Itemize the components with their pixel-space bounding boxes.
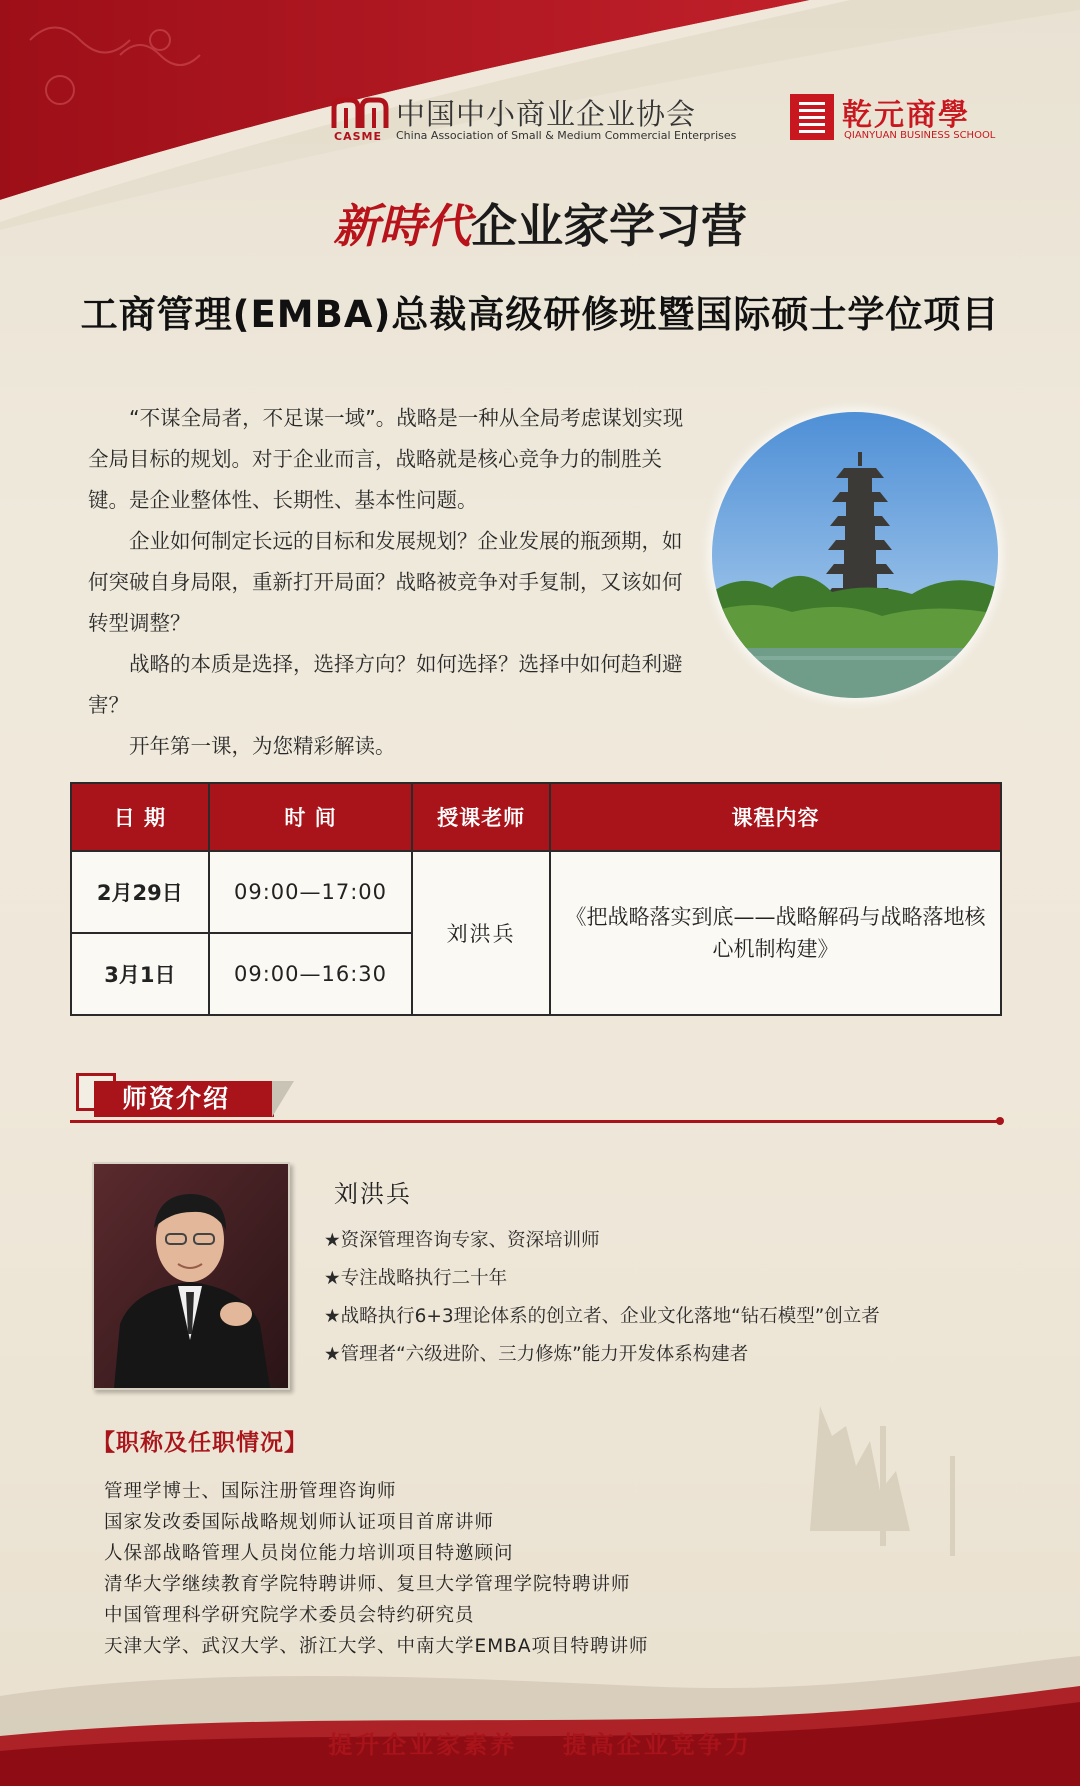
main-title [0, 190, 1080, 256]
section-divider-dot [996, 1117, 1004, 1125]
qianyuan-name-en: QIANYUAN BUSINESS SCHOOL [844, 130, 996, 141]
section-title: 师资介绍 [94, 1081, 274, 1117]
title-highlight: 新時代 [333, 199, 471, 253]
qianyuan-logo [790, 92, 1000, 148]
credentials-list [104, 1476, 649, 1662]
list-item: 人保部战略管理人员岗位能力培训项目特邀顾问 [104, 1543, 514, 1564]
date-cell: 2月29日 [71, 851, 209, 933]
casme-abbreviation: CASME [334, 130, 382, 143]
pagoda-photo [712, 412, 998, 698]
table-header-row [71, 783, 1001, 851]
list-item: 中国管理科学研究院学术委员会特约研究员 [104, 1605, 475, 1626]
list-item: 国家发改委国际战略规划师认证项目首席讲师 [104, 1512, 495, 1533]
time-cell: 09:00—17:00 [209, 851, 413, 933]
teacher-cell: 刘洪兵 [412, 851, 550, 1015]
footer-slogan: 提升企业家素养 提高企业竞争力 [328, 1731, 752, 1759]
qianyuan-name-cn: 乾元商學 [842, 98, 970, 133]
intro-text [88, 398, 700, 767]
list-item: ★资深管理咨询专家、资深培训师 [324, 1230, 600, 1251]
list-item: ★专注战略执行二十年 [324, 1268, 508, 1289]
time-cell: 09:00—16:30 [209, 933, 413, 1015]
program-title: 工商管理(EMBA)总裁高级研修班暨国际硕士学位项目 [80, 293, 1000, 336]
casme-logo [330, 92, 750, 148]
qianyuan-emblem-icon [790, 94, 834, 140]
table-row [71, 851, 1001, 933]
teacher-portrait [92, 1162, 290, 1390]
column-header: 时 间 [209, 783, 413, 851]
credentials-title: 【职称及任职情况】 [92, 1430, 308, 1456]
intro-paragraph: “不谋全局者，不足谋一域”。战略是一种从全局考虑谋划实现全局目标的规划。对于企业而言，战略就是核心竞争力的制胜关键。是企业整体性、长期性、基本性问题。 [88, 406, 684, 512]
date-cell: 3月1日 [71, 933, 209, 1015]
column-header: 日 期 [71, 783, 209, 851]
casme-emblem-icon [330, 94, 390, 134]
section-title-tail [272, 1081, 294, 1117]
topic-cell: 《把战略落实到底——战略解码与战略落地核心机制构建》 [550, 851, 1001, 1015]
casme-name-cn: 中国中小商业企业协会 [396, 97, 697, 131]
list-item: ★战略执行6+3理论体系的创立者、企业文化落地“钻石模型”创立者 [324, 1306, 880, 1327]
title-rest: 企业家学习营 [471, 199, 747, 253]
list-item: ★管理者“六级进阶、三力修炼”能力开发体系构建者 [324, 1344, 749, 1365]
column-header: 授课老师 [412, 783, 550, 851]
section-divider [70, 1120, 1000, 1123]
intro-paragraph: 企业如何制定长远的目标和发展规划？企业发展的瓶颈期，如何突破自身局限，重新打开局面？战略被竞争对手复制，又该如何转型调整？ [88, 529, 683, 635]
list-item: 清华大学继续教育学院特聘讲师、复旦大学管理学院特聘讲师 [104, 1574, 631, 1595]
list-item: 天津大学、武汉大学、浙江大学、中南大学EMBA项目特聘讲师 [104, 1636, 649, 1657]
teacher-name: 刘洪兵 [334, 1180, 412, 1208]
teacher-highlights [324, 1222, 880, 1374]
casme-name-en: China Association of Small & Medium Commercial Enterprises [396, 129, 737, 142]
schedule-table [70, 782, 1002, 1016]
intro-paragraph: 战略的本质是选择，选择方向？如何选择？选择中如何趋利避害？ [88, 652, 683, 717]
column-header: 课程内容 [550, 783, 1001, 851]
intro-paragraph: 开年第一课，为您精彩解读。 [129, 734, 396, 758]
list-item: 管理学博士、国际注册管理咨询师 [104, 1481, 397, 1502]
